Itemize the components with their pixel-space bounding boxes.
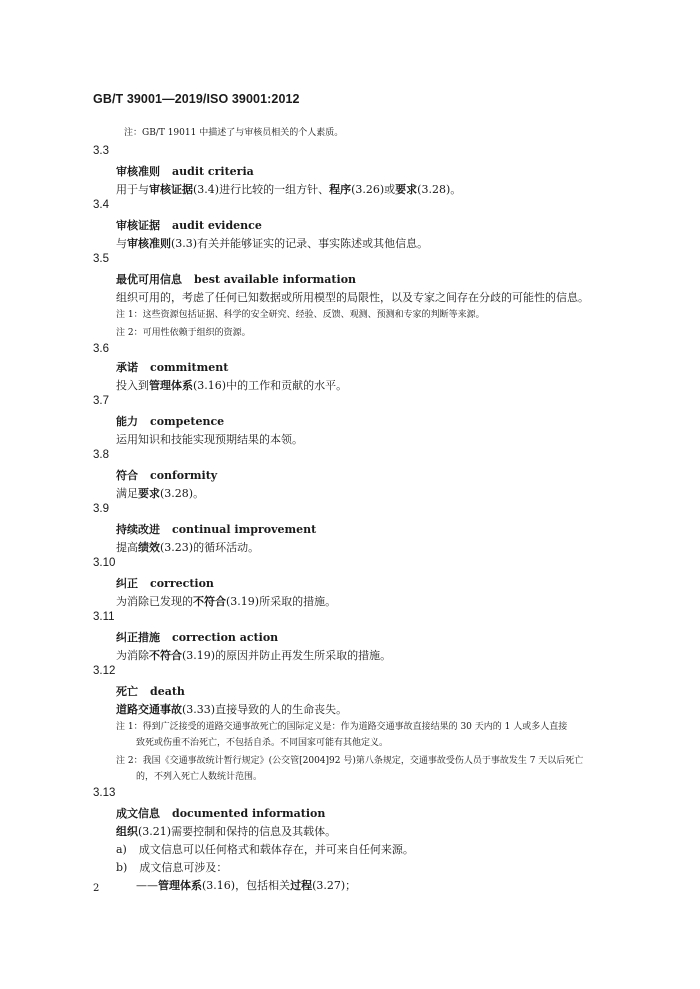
term-zh: 纠正措施 xyxy=(116,631,160,644)
def-text: (3.27)； xyxy=(312,879,357,892)
term-heading xyxy=(116,271,356,287)
def-text: (3.19)的原因并防止再发生所采取的措施。 xyxy=(182,649,392,662)
term-en: correction xyxy=(150,577,214,590)
clause-number: 3.10 xyxy=(93,557,116,569)
clause-number: 3.6 xyxy=(93,343,109,355)
list-text: 成文信息可以任何格式和载体存在，并可来自任何来源。 xyxy=(138,843,414,856)
list-label: b) xyxy=(116,861,128,874)
term-zh: 持续改进 xyxy=(116,523,160,536)
term-heading xyxy=(116,521,316,537)
dash-mark: —— xyxy=(136,879,158,892)
term-zh: 能力 xyxy=(116,415,138,428)
list-text: 成文信息可涉及： xyxy=(139,861,228,874)
clause-number: 3.3 xyxy=(93,145,109,157)
term-definition xyxy=(116,181,461,197)
note-personal-qualities: 注：GB/T 19011 中描述了与审核员相关的个人素质。 xyxy=(124,128,344,138)
def-term-ref: 审核准则 xyxy=(127,237,171,250)
note-2-continued: 的，不列入死亡人数统计范围。 xyxy=(136,772,263,782)
term-heading xyxy=(116,629,278,645)
term-definition xyxy=(116,823,336,839)
def-text: 为消除 xyxy=(116,649,149,662)
def-term-ref: 过程 xyxy=(290,879,313,892)
def-term-ref: 道路交通事故 xyxy=(116,703,182,716)
term-en: continual improvement xyxy=(172,523,317,536)
def-term-ref: 管理体系 xyxy=(158,879,202,892)
clause-number: 3.9 xyxy=(93,503,109,515)
term-definition xyxy=(116,485,204,501)
term-definition: 运用知识和技能实现预期结果的本领。 xyxy=(116,433,303,446)
term-definition: 组织可用的，考虑了任何已知数据或所用模型的局限性，以及专家之间存在分歧的可能性的信息。 xyxy=(116,291,589,304)
standard-header: GB/T 39001—2019/ISO 39001:2012 xyxy=(93,92,300,106)
def-text: 为消除已发现的 xyxy=(116,595,193,608)
term-zh: 审核准则 xyxy=(116,165,160,178)
def-text: (3.21)需要控制和保持的信息及其载体。 xyxy=(138,825,337,838)
term-zh: 承诺 xyxy=(116,361,138,374)
clause-number: 3.8 xyxy=(93,449,109,461)
note-1: 注 1：得到广泛接受的道路交通事故死亡的国际定义是：作为道路交通事故直接结果的 30 天内的 1 人或多人直接 xyxy=(116,722,568,732)
def-text: 投入到 xyxy=(116,379,149,392)
note-2: 注 2：我国《交通事故统计暂行规定》(公交管[2004]92 号)第八条规定，交通事故受伤人员于事故发生 7 天以后死亡 xyxy=(116,756,584,766)
def-term-ref: 不符合 xyxy=(149,649,182,662)
list-dash-item xyxy=(136,877,356,893)
term-en: correction action xyxy=(172,631,279,644)
term-zh: 死亡 xyxy=(116,685,138,698)
term-heading xyxy=(116,359,228,375)
def-text: (3.28)。 xyxy=(160,487,205,500)
def-text: (3.23)的循环活动。 xyxy=(160,541,260,554)
def-text: 满足 xyxy=(116,487,138,500)
def-text: (3.4)进行比较的一组方针、 xyxy=(193,183,330,196)
clause-number: 3.4 xyxy=(93,199,109,211)
term-heading xyxy=(116,467,217,483)
term-zh: 最优可用信息 xyxy=(116,273,182,286)
term-definition xyxy=(116,701,347,717)
def-text: (3.19)所采取的措施。 xyxy=(226,595,337,608)
def-term-ref: 程序 xyxy=(329,183,352,196)
term-definition xyxy=(116,647,391,663)
term-en: competence xyxy=(150,415,225,428)
def-text: (3.28)。 xyxy=(417,183,462,196)
term-zh: 纠正 xyxy=(116,577,138,590)
clause-number: 3.11 xyxy=(93,611,115,623)
def-text: 提高 xyxy=(116,541,138,554)
def-text: (3.16)，包括相关 xyxy=(202,879,291,892)
term-en: audit criteria xyxy=(172,165,254,178)
def-text: (3.16)中的工作和贡献的水平。 xyxy=(193,379,348,392)
def-text: (3.3)有关并能够证实的记录、事实陈述或其他信息。 xyxy=(171,237,429,250)
def-term-ref: 绩效 xyxy=(138,541,160,554)
term-en: death xyxy=(150,685,185,698)
def-term-ref: 管理体系 xyxy=(149,379,193,392)
term-heading xyxy=(116,683,185,699)
list-label: a) xyxy=(116,843,127,856)
note-1: 注 1：这些资源包括证据、科学的安全研究、经验、反馈、观测、预测和专家的判断等来源。 xyxy=(116,310,485,320)
clause-number: 3.12 xyxy=(93,665,116,677)
term-heading xyxy=(116,575,214,591)
def-text: 用于与 xyxy=(116,183,149,196)
term-zh: 符合 xyxy=(116,469,138,482)
note-2: 注 2：可用性依赖于组织的资源。 xyxy=(116,328,251,338)
term-heading xyxy=(116,217,262,233)
clause-number: 3.5 xyxy=(93,253,109,265)
term-zh: 审核证据 xyxy=(116,219,160,232)
term-heading xyxy=(116,163,254,179)
def-text: 与 xyxy=(116,237,127,250)
def-term-ref: 组织 xyxy=(116,825,138,838)
term-zh: 成文信息 xyxy=(116,807,160,820)
def-term-ref: 要求 xyxy=(138,487,160,500)
term-en: best available information xyxy=(194,273,357,286)
note-1-continued: 致死或伤重不治死亡，不包括自杀。不同国家可能有其他定义。 xyxy=(136,738,389,748)
list-item-a xyxy=(116,841,414,857)
clause-number: 3.7 xyxy=(93,395,109,407)
term-en: conformity xyxy=(150,469,218,482)
term-heading xyxy=(116,413,224,429)
term-heading xyxy=(116,805,325,821)
term-en: commitment xyxy=(150,361,229,374)
term-definition xyxy=(116,593,336,609)
def-term-ref: 要求 xyxy=(395,183,418,196)
clause-number: 3.13 xyxy=(93,787,116,799)
def-text: (3.33)直接导致的人的生命丧失。 xyxy=(182,703,348,716)
term-definition xyxy=(116,377,347,393)
term-definition xyxy=(116,539,259,555)
page-number: 2 xyxy=(93,883,100,894)
def-text: (3.26)或 xyxy=(351,183,396,196)
def-term-ref: 审核证据 xyxy=(149,183,193,196)
def-term-ref: 不符合 xyxy=(193,595,226,608)
term-definition xyxy=(116,235,428,251)
term-en: audit evidence xyxy=(172,219,262,232)
list-item-b xyxy=(116,859,227,875)
term-en: documented information xyxy=(172,807,326,820)
